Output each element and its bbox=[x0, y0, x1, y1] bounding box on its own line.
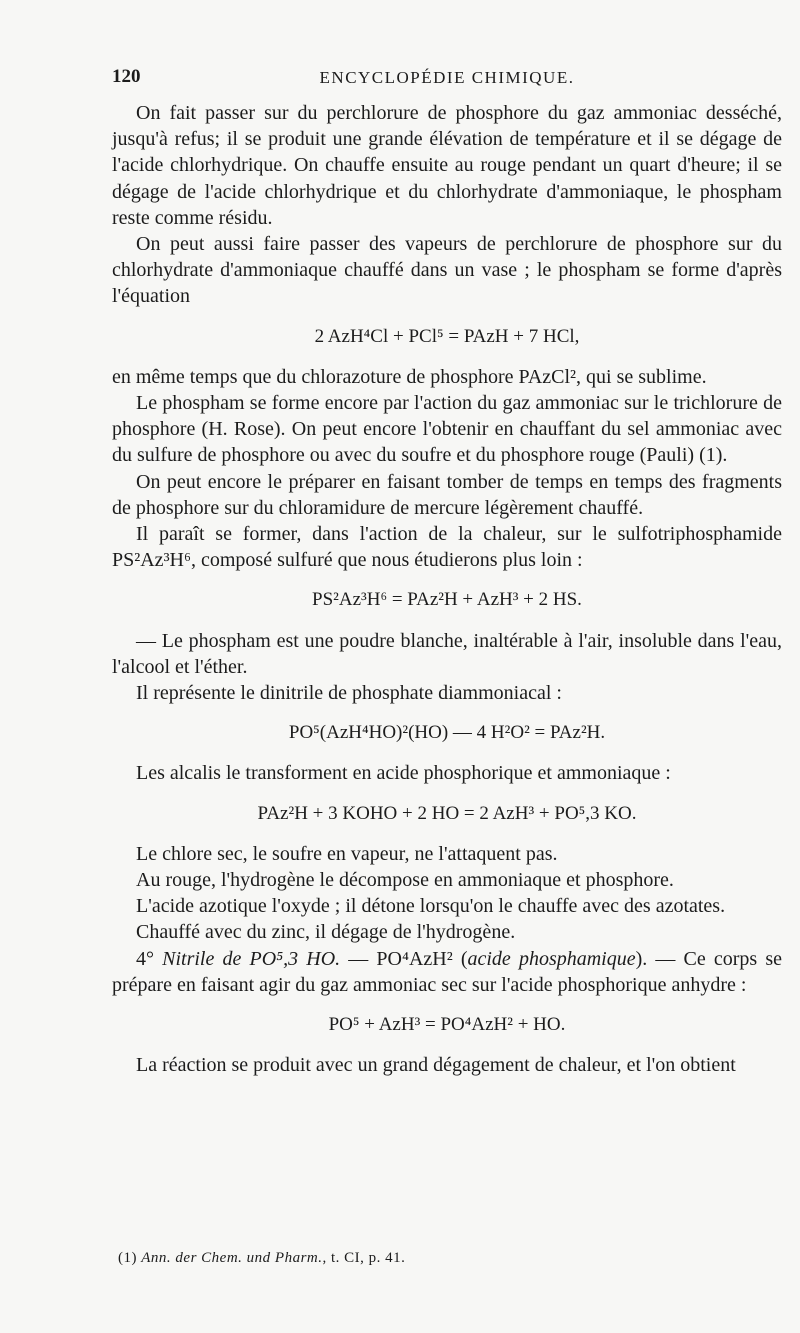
paragraph: Il représente le dinitrile de phosphate diammoniacal : bbox=[136, 682, 562, 705]
paragraph: La réaction se produit avec un grand dégagement de chaleur, et l'on obtient bbox=[136, 1054, 736, 1077]
main-text bbox=[112, 100, 782, 1079]
footnote-ref: , t. CI, p. 41. bbox=[322, 1250, 406, 1266]
compound-name: acide phosphamique bbox=[467, 947, 636, 970]
paragraph: On fait passer sur du perchlorure de phosphore du gaz ammoniac desséché, jusqu'à refus; il se produit une grande élévation de température et il se dégage de l'acide chlorhydrique. On chauffe ensuite au rouge pendant un quart d'heure; il se dégage de l'acide chlorhydrique et du chlorhydrate d'ammoniaque, le phospham reste comme résidu. bbox=[112, 102, 782, 229]
equation: 2 AzH⁴Cl + PCl⁵ = PAzH + 7 HCl, bbox=[314, 325, 580, 347]
equation: PAz²H + 3 KOHO + 2 HO = 2 AzH³ + PO⁵,3 KO. bbox=[257, 802, 637, 824]
paragraph: L'acide azotique l'oxyde ; il détone lorsqu'on le chauffe avec des azotates. bbox=[136, 895, 726, 918]
paragraph: — Le phospham est une poudre blanche, inaltérable à l'air, insoluble dans l'eau, l'alcool et l'éther. bbox=[112, 629, 782, 678]
running-title: ENCYCLOPÉDIE CHIMIQUE. bbox=[319, 68, 575, 87]
paragraph: Le chlore sec, le soufre en vapeur, ne l'attaquent pas. bbox=[136, 842, 558, 865]
section-paragraph bbox=[112, 946, 782, 998]
footnote bbox=[118, 1250, 778, 1267]
equation: PS²Az³H⁶ = PAz²H + AzH³ + 2 HS. bbox=[312, 589, 582, 611]
equation: PO⁵(AzH⁴HO)²(HO) — 4 H²O² = PAz²H. bbox=[288, 722, 606, 744]
footnote-marker: (1) bbox=[118, 1250, 142, 1266]
paragraph: Le phospham se forme encore par l'action du gaz ammoniac sur le trichlorure de phosphore (H. Rose). On peut encore l'obtenir en chauffant du sel ammoniac avec du sulfure de phosphore ou avec du soufre et du phosphore rouge (Pauli) (1). bbox=[112, 392, 782, 467]
formula-text: — PO⁴AzH² ( bbox=[340, 947, 468, 970]
paragraph: On peut encore le préparer en faisant tomber de temps en temps des fragments de phosphore sur du chloramidure de mercure légèrement chauffé. bbox=[112, 470, 782, 519]
paragraph: Les alcalis le transforment en acide phosphorique et ammoniaque : bbox=[136, 762, 671, 785]
paragraph: On peut aussi faire passer des vapeurs de perchlorure de phosphore sur du chlorhydrate d'ammoniaque chauffé dans un vase ; le phospham se forme d'après l'équation bbox=[112, 233, 782, 308]
equation: PO⁵ + AzH³ = PO⁴AzH² + HO. bbox=[328, 1014, 566, 1036]
paragraph: Chauffé avec du zinc, il dégage de l'hydrogène. bbox=[136, 921, 516, 944]
section-number: 4° bbox=[136, 947, 163, 970]
paragraph: Au rouge, l'hydrogène le décompose en ammoniaque et phosphore. bbox=[136, 869, 674, 892]
footnote-journal: Ann. der Chem. und Pharm. bbox=[141, 1250, 323, 1266]
section-title: Nitrile de PO⁵,3 HO. bbox=[162, 947, 341, 970]
paragraph: Il paraît se former, dans l'action de la chaleur, sur le sulfotriphosphamide PS²Az³H⁶, composé sulfuré que nous étudierons plus loin : bbox=[112, 523, 782, 572]
paragraph-text: ). — Ce corps se prépare en faisant agir du gaz ammoniac sec sur l'acide phosphorique anhydre : bbox=[112, 947, 782, 996]
paragraph: en même temps que du chlorazoture de phosphore PAzCl², qui se sublime. bbox=[112, 365, 707, 388]
page-header bbox=[112, 66, 782, 90]
page-number: 120 bbox=[112, 66, 141, 87]
